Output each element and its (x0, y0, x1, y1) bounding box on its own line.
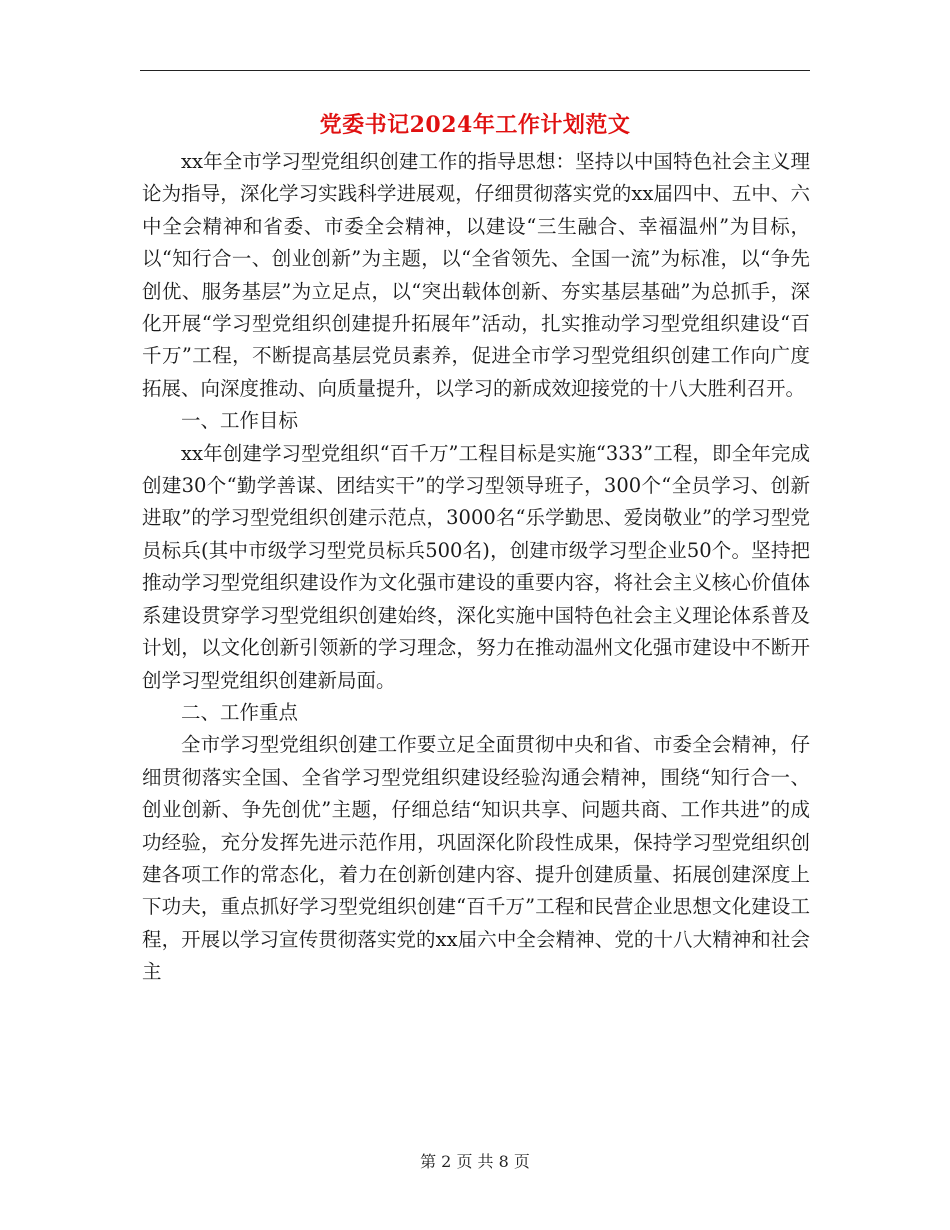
document-body (142, 146, 810, 989)
section-heading-work-goals: 一、工作目标 (181, 409, 299, 433)
paragraph-work-focus: 全市学习型党组织创建工作要立足全面贯彻中央和省、市委全会精神，仔细贯彻落实全国、全省学习型党组织建设经验沟通会精神，围绕“知行合一、创业创新、争先创优”主题，仔细总结“知识共享、问题共商、工作共进”的成功经验，充分发挥先进示范作用，巩固深化阶段性成果，保持学习型党组织创建各项工作的常态化，着力在创新创建内容、提升创建质量、拓展创建深度上下功夫，重点抓好学习型党组织创建“百千万”工程和民营企业思想文化建设工程，开展以学习宣传贯彻落实党的xx届六中全会精神、党的十八大精神和社会主 (142, 733, 810, 984)
paragraph-guiding-ideology: xx年全市学习型党组织创建工作的指导思想：坚持以中国特色社会主义理论为指导，深化学习实践科学进展观，仔细贯彻落实党的xx届四中、五中、六中全会精神和省委、市委全会精神，以建设“三生融合、幸福温州”为目标，以“知行合一、创业创新”为主题，以“全省领先、全国一流”为标准，以“争先创优、服务基层”为立足点，以“突出载体创新、夯实基层基础”为总抓手，深化开展“学习型党组织创建提升拓展年”活动，扎实推动学习型党组织建设“百千万”工程，不断提高基层党员素养，促进全市学习型党组织创建工作向广度拓展、向深度推动、向质量提升，以学习的新成效迎接党的十八大胜利召开。 (142, 150, 810, 400)
document-title: 党委书记2024年工作计划范文 (319, 112, 631, 138)
page-number: 第 2 页 共 8 页 (420, 1152, 530, 1171)
header-rule (140, 70, 810, 71)
paragraph-work-goals: xx年创建学习型党组织“百千万”工程目标是实施“333”工程，即全年完成创建30个“勤学善谋、团结实干”的学习型领导班子，300个“全员学习、创新进取”的学习型党组织创建示范点，3000名“乐学勤思、爱岗敬业”的学习型党员标兵(其中市级学习型党员标兵500名)，创建市级学习型企业50个。坚持把推动学习型党组织建设作为文化强市建设的重要内容，将社会主义核心价值体系建设贯穿学习型党组织创建始终，深化实施中国特色社会主义理论体系普及计划，以文化创新引领新的学习理念，努力在推动温州文化强市建设中不断开创学习型党组织创建新局面。 (142, 441, 810, 692)
section-heading-work-focus: 二、工作重点 (181, 700, 299, 724)
